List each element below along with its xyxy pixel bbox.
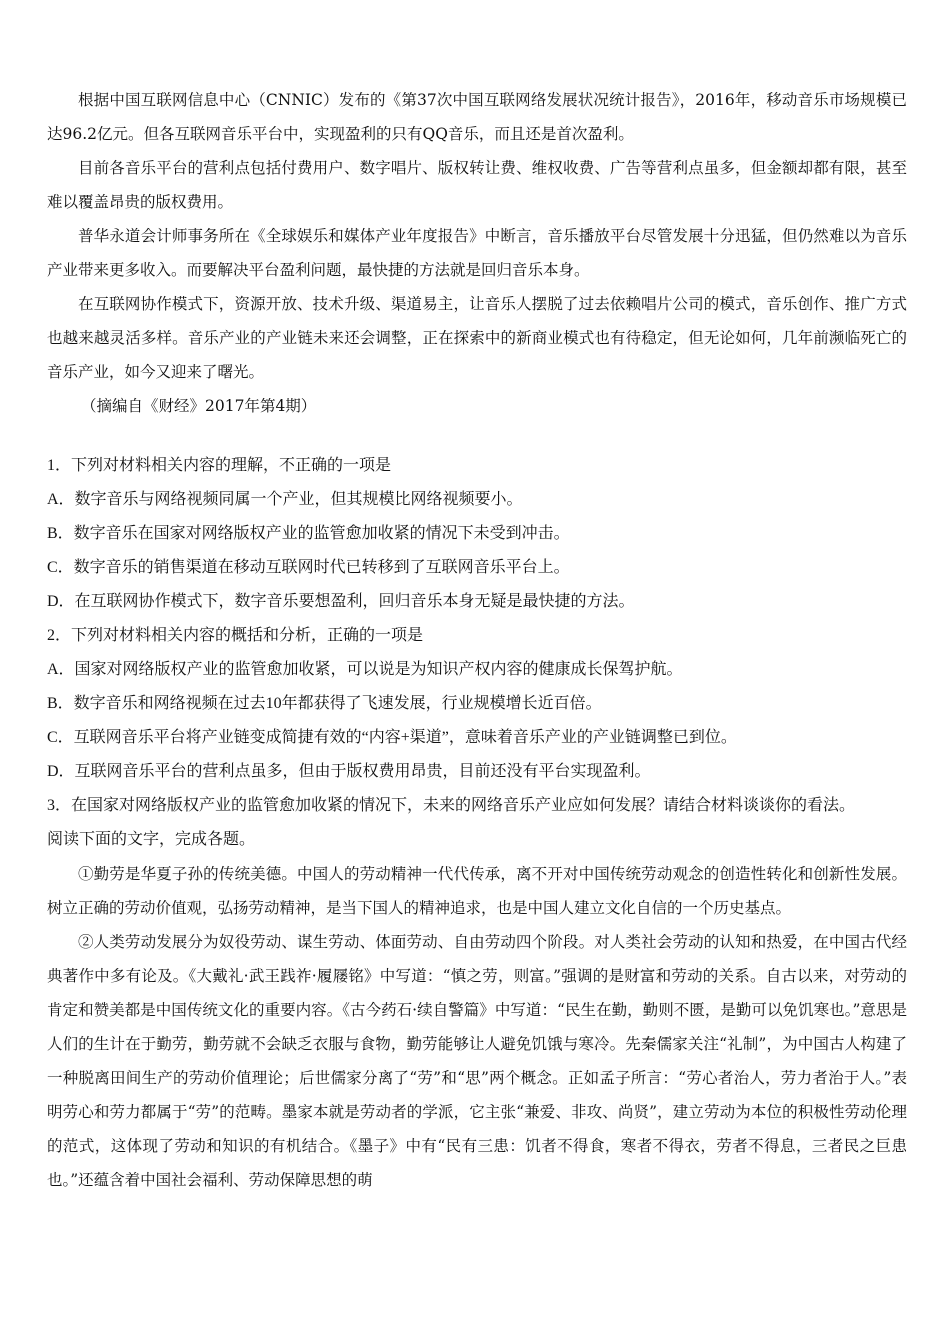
reading-instruction: 阅读下面的文字，完成各题。 xyxy=(47,831,256,848)
question-1-option-b: B．数字音乐在国家对网络版权产业的监管愈加收紧的情况下未受到冲击。 xyxy=(47,525,570,542)
question-2-option-c: C．互联网音乐平台将产业链变成简捷有效的“内容+渠道”，意味着音乐产业的产业链调整已到位。 xyxy=(47,729,737,746)
passage-1-paragraph-4: 在互联网协作模式下，资源开放、技术升级、渠道易主，让音乐人摆脱了过去依赖唱片公司的模式，音乐创作、推广方式也越来越灵活多样。音乐产业的产业链未来还会调整，正在探索中的新商业模式也有待稳定，但无论如何，几年前濒临死亡的音乐产业，如今又迎来了曙光。 xyxy=(47,295,907,381)
passage-2-paragraph-1: ①勤劳是华夏子孙的传统美德。中国人的劳动精神一代代传承，离不开对中国传统劳动观念的创造性转化和创新性发展。树立正确的劳动价值观，弘扬劳动精神，是当下国人的精神追求，也是中国人建立文化自信的一个历史基点。 xyxy=(47,865,907,917)
passage-2 xyxy=(47,857,907,1197)
question-2 xyxy=(47,619,907,789)
question-1-option-c: C．数字音乐的销售渠道在移动互联网时代已转移到了互联网音乐平台上。 xyxy=(47,559,570,576)
passage-1-paragraph-3: 普华永道会计师事务所在《全球娱乐和媒体产业年度报告》中断言，音乐播放平台尽管发展十分迅猛，但仍然难以为音乐产业带来更多收入。而要解决平台盈利问题，最快捷的方法就是回归音乐本身。 xyxy=(47,227,907,279)
question-1-stem: 1．下列对材料相关内容的理解，不正确的一项是 xyxy=(47,457,392,474)
question-2-option-a: A．国家对网络版权产业的监管愈加收紧，可以说是为知识产权内容的健康成长保驾护航。 xyxy=(47,661,683,678)
question-1 xyxy=(47,449,907,619)
question-2-stem: 2．下列对材料相关内容的概括和分析，正确的一项是 xyxy=(47,627,424,644)
question-3 xyxy=(47,789,907,857)
question-1-option-a: A．数字音乐与网络视频同属一个产业，但其规模比网络视频要小。 xyxy=(47,491,523,508)
question-1-option-d: D．在互联网协作模式下，数字音乐要想盈利，回归音乐本身无疑是最快捷的方法。 xyxy=(47,593,635,610)
passage-1-paragraph-1: 根据中国互联网信息中心（CNNIC）发布的《第37次中国互联网络发展状况统计报告》，2016年，移动音乐市场规模已达96.2亿元。但各互联网音乐平台中，实现盈利的只有QQ音乐，而且还是首次盈利。 xyxy=(47,91,907,143)
passage-2-paragraph-2: ②人类劳动发展分为奴役劳动、谋生劳动、体面劳动、自由劳动四个阶段。对人类社会劳动的认知和热爱，在中国古代经典著作中多有论及。《大戴礼·武王践祚·履屦铭》中写道：“慎之劳，则富。”强调的是财富和劳动的关系。自古以来，对劳动的肯定和赞美都是中国传统文化的重要内容。《古今药石·续自警篇》中写道：“民生在勤，勤则不匮，是勤可以免饥寒也。”意思是人们的生计在于勤劳，勤劳就不会缺乏衣服与食物，勤劳能够让人避免饥饿与寒冷。先秦儒家关注“礼制”，为中国古人构建了一种脱离田间生产的劳动价值理论；后世儒家分离了“劳”和“思”两个概念。正如孟子所言：“劳心者治人，劳力者治于人。”表明劳心和劳力都属于“劳”的范畴。墨家本就是劳动者的学派，它主张“兼爱、非攻、尚贤”，建立劳动为本位的积极性劳动伦理的范式，这体现了劳动和知识的有机结合。《墨子》中有“民有三患：饥者不得食，寒者不得衣，劳者不得息，三者民之巨患也。”还蕴含着中国社会福利、劳动保障思想的萌 xyxy=(47,933,907,1189)
question-2-option-b: B．数字音乐和网络视频在过去10年都获得了飞速发展，行业规模增长近百倍。 xyxy=(47,695,602,712)
question-2-option-d: D．互联网音乐平台的营利点虽多，但由于版权费用昂贵，目前还没有平台实现盈利。 xyxy=(47,763,651,780)
source-citation: （摘编自《财经》2017年第4期） xyxy=(81,397,317,415)
question-3-stem: 3．在国家对网络版权产业的监管愈加收紧的情况下，未来的网络音乐产业应如何发展？请结合材料谈谈你的看法。 xyxy=(47,797,856,814)
passage-1-paragraph-2: 目前各音乐平台的营利点包括付费用户、数字唱片、版权转让费、维权收费、广告等营利点虽多，但金额却都有限，甚至难以覆盖昂贵的版权费用。 xyxy=(47,159,907,211)
passage-1 xyxy=(47,83,907,423)
